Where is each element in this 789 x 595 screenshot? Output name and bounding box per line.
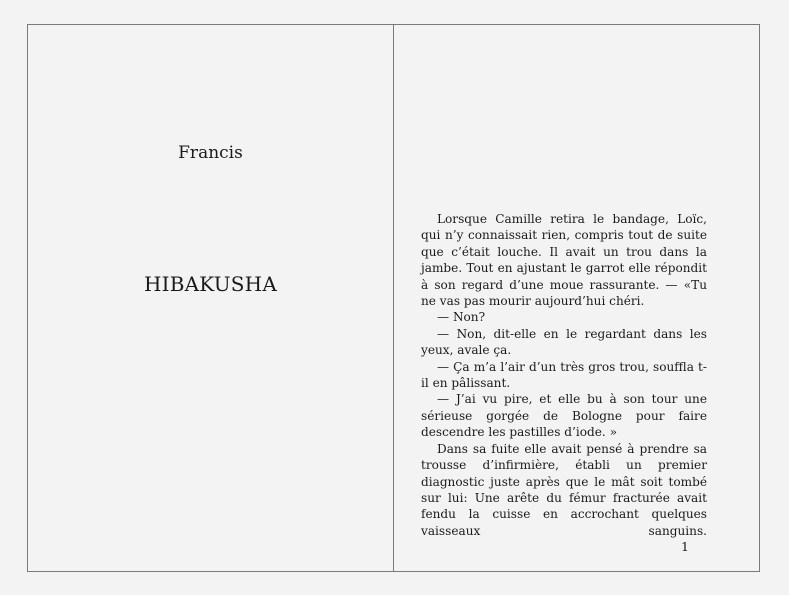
paragraph: — Non, dit-elle en le regardant dans les yeux, avale ça. — [421, 326, 707, 358]
paragraph: Dans sa fuite elle avait pensé à prendre sa trousse d’infirmière, établi un premier diagnostic juste après que le mât soit tombé sur lui: Une arête du fémur fracturée avait fendu la cuisse en accrochant quelques vaisseaux sanguins. — [421, 441, 707, 538]
left-page — [28, 25, 394, 571]
body-text — [421, 211, 707, 539]
book-spread — [27, 24, 760, 572]
paragraph: Lorsque Camille retira le bandage, Loïc, qui n’y connaissait rien, compris tout de suite que c’était louche. Il avait un trou dans la jambe. Tout en ajustant le garrot elle répondit à son regard d’une moue rassurante. — «Tu ne vas pas mourir aujourd’hui chéri. — [421, 212, 707, 309]
paragraph: — J’ai vu pire, et elle bu à son tour une sérieuse gorgée de Bologne pour faire descendre les pastilles d’iode. » — [421, 392, 707, 440]
book-title: HIBAKUSHA — [144, 272, 277, 296]
page-number: 1 — [681, 539, 689, 554]
paragraph: — Non? — [437, 310, 486, 325]
right-page — [394, 25, 759, 571]
author-name: Francis — [178, 143, 243, 163]
paragraph: — Ça m’a l’air d’un très gros trou, souffla t-il en pâlissant. — [421, 359, 707, 391]
